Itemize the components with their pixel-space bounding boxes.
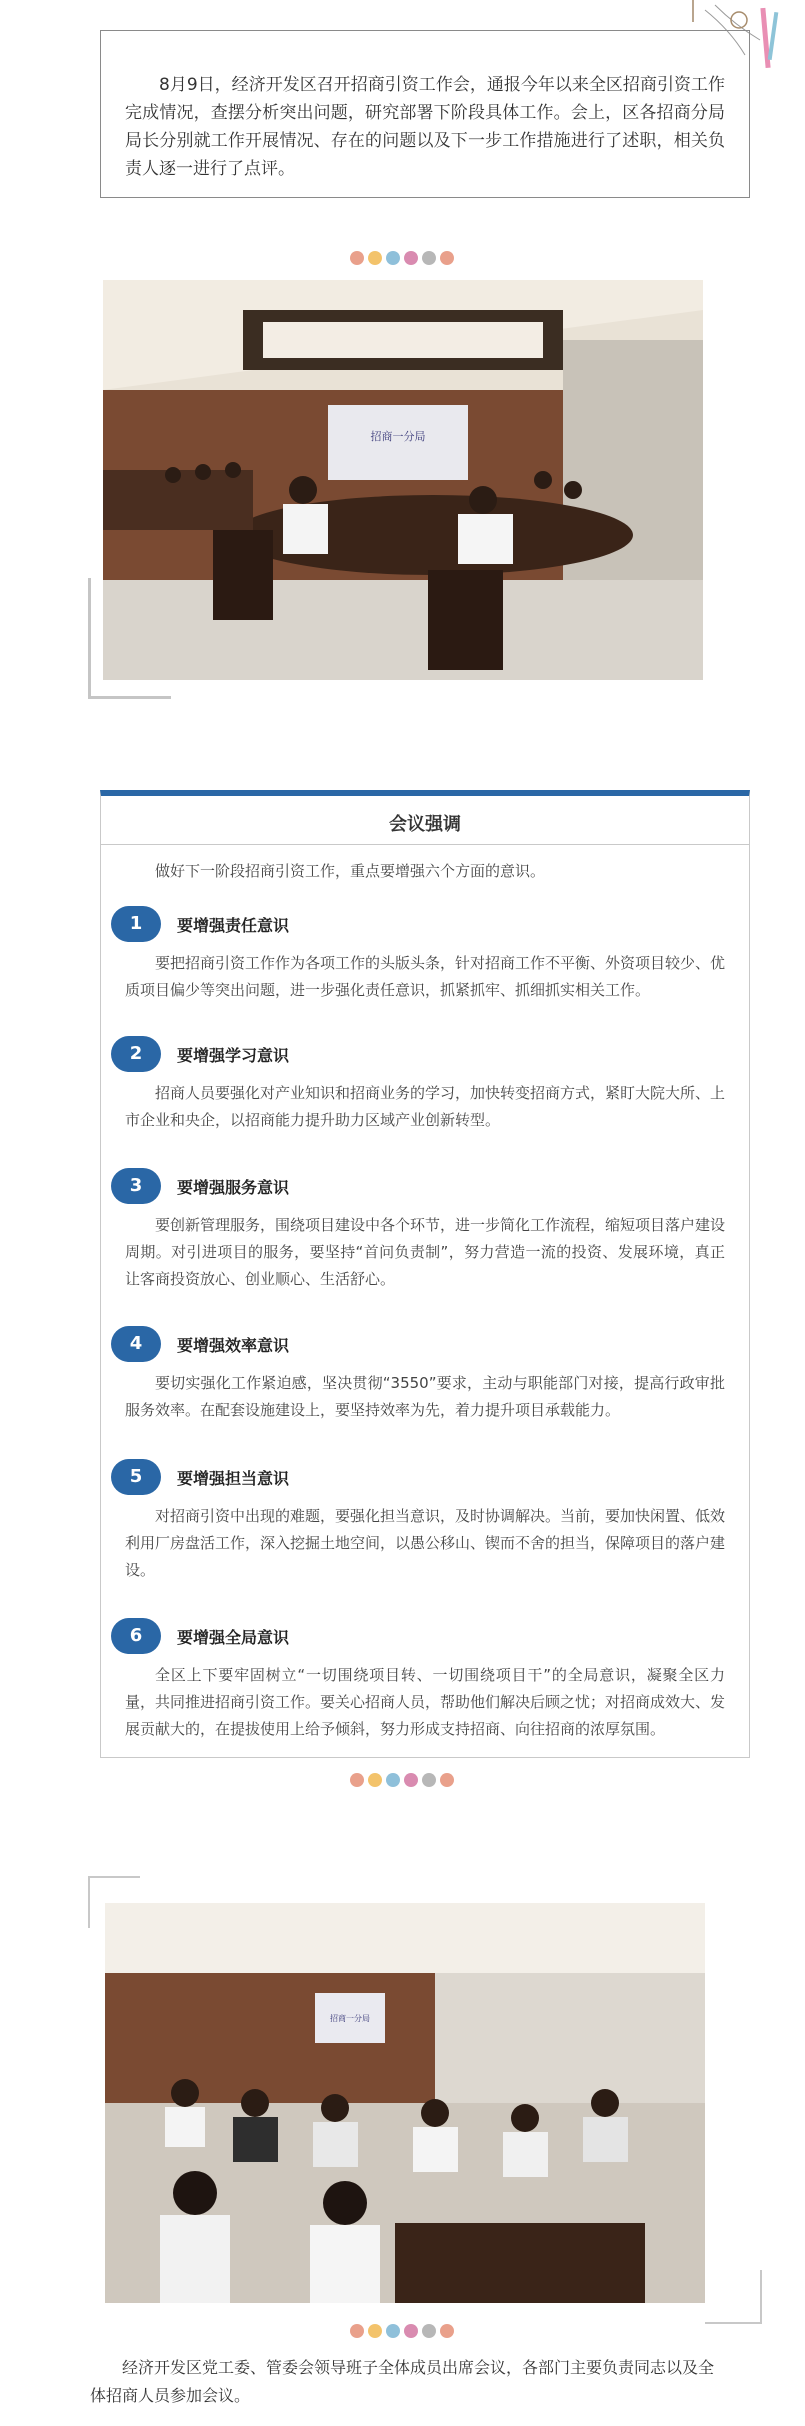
item-number-badge: 6 bbox=[111, 1618, 161, 1654]
item-title: 要增强全局意识 bbox=[177, 1628, 290, 1647]
item-body: 全区上下要牢固树立“一切围绕项目转、一切围绕项目干”的全局意识，凝聚全区力量，共同推进招商引资工作。要关心招商人员，帮助他们解决后顾之忧；对招商成效大、发展贡献大的，在提拔使用上给予倾斜，努力形成支持招商、向往招商的浓厚氛围。 bbox=[125, 1666, 726, 1738]
item-number-badge: 4 bbox=[111, 1326, 161, 1362]
meeting-photo-2 bbox=[105, 1903, 705, 2303]
section-title: 会议强调 bbox=[389, 814, 461, 835]
screen-title: 招商一分局 bbox=[330, 2014, 370, 2023]
item-number-badge: 1 bbox=[111, 906, 161, 942]
item-title: 要增强服务意识 bbox=[177, 1178, 290, 1197]
item-number-badge: 2 bbox=[111, 1036, 161, 1072]
item-title: 要增强责任意识 bbox=[177, 916, 290, 935]
item-title: 要增强学习意识 bbox=[177, 1046, 290, 1065]
meeting-emphasis-section bbox=[100, 790, 750, 1758]
decorative-divider bbox=[330, 245, 490, 273]
screen-title: 招商一分局 bbox=[370, 430, 426, 443]
item-body: 要把招商引资工作作为各项工作的头版头条，针对招商工作不平衡、外资项目较少、优质项目偏少等突出问题，进一步强化责任意识，抓紧抓牢、抓细抓实相关工作。 bbox=[125, 954, 726, 999]
section-divider-line bbox=[101, 844, 749, 845]
item-number-badge: 5 bbox=[111, 1459, 161, 1495]
item-body: 要创新管理服务，围绕项目建设中各个环节，进一步简化工作流程，缩短项目落户建设周期。对引进项目的服务，要坚持“首问负责制”，努力营造一流的投资、发展环境，真正让客商投资放心、创业顺心、生活舒心。 bbox=[125, 1216, 726, 1288]
item-body: 要切实强化工作紧迫感，坚决贯彻“3550”要求，主动与职能部门对接，提高行政审批服务效率。在配套设施建设上，要坚持效率为先，着力提升项目承载能力。 bbox=[125, 1374, 725, 1419]
item-body: 对招商引资中出现的难题，要强化担当意识，及时协调解决。当前，要加快闲置、低效利用厂房盘活工作，深入挖掘土地空间，以愚公移山、锲而不舍的担当，保障项目的落户建设。 bbox=[125, 1507, 726, 1579]
item-number-badge: 3 bbox=[111, 1168, 161, 1204]
item-title: 要增强担当意识 bbox=[177, 1469, 290, 1488]
photo-frame-corner bbox=[705, 2270, 762, 2324]
closing-caption: 经济开发区党工委、管委会领导班子全体成员出席会议，各部门主要负责同志以及全体招商人员参加会议。 bbox=[90, 2358, 715, 2405]
decorative-divider bbox=[330, 1767, 490, 1795]
section-intro: 做好下一阶段招商引资工作，重点要增强六个方面的意识。 bbox=[155, 862, 546, 880]
intro-paragraph: 8月9日，经济开发区召开招商引资工作会，通报今年以来全区招商引资工作完成情况，查摆分析突出问题，研究部署下阶段具体工作。会上，区各招商分局局长分别就工作开展情况、存在的问题以及下一步工作措施进行了述职，相关负责人逐一进行了点评。 bbox=[100, 30, 750, 198]
item-body: 招商人员要强化对产业知识和招商业务的学习，加快转变招商方式，紧盯大院大所、上市企业和央企，以招商能力提升助力区域产业创新转型。 bbox=[125, 1084, 726, 1129]
item-title: 要增强效率意识 bbox=[177, 1336, 290, 1355]
meeting-photo-1 bbox=[103, 280, 703, 680]
decorative-divider bbox=[330, 2318, 490, 2346]
